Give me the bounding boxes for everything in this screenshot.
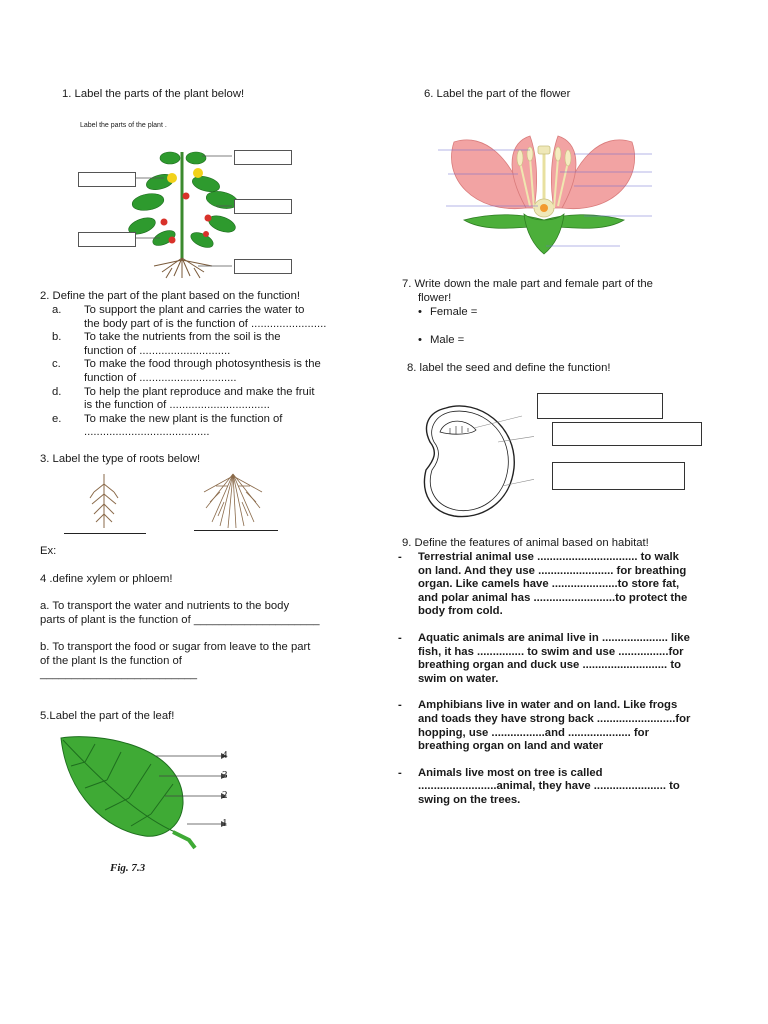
fibrous-root-illustration xyxy=(200,472,266,530)
q8-question: 8. label the seed and define the function! xyxy=(407,362,611,374)
q2-item-b: b. To take the nutrients from the soil is the function of ............................. xyxy=(52,331,281,357)
q2-item-a: a. To support the plant and carries the water to the body part of is the function of ........................ xyxy=(52,304,327,330)
q9-item-terrestrial: - Terrestrial animal use ................................ to walk on land. And they use ........................ for breathing organ. Like camels have .....................to store fat, and polar animal has ..........................to protect the body from cold. xyxy=(398,551,688,618)
q9-list xyxy=(398,551,728,808)
q2-item-e: e. To make the new plant is the function of ........................................ xyxy=(52,412,283,439)
q2-item-c: c. To make the food through photosynthesis is the function of ............................... xyxy=(52,358,321,384)
leaf-label-3: 3 xyxy=(222,769,228,781)
root-answer-line-1[interactable] xyxy=(64,533,146,534)
q2-question: 2. Define the part of the plant based on the function! xyxy=(40,290,301,302)
leaf-figure-caption: Fig. 7.3 xyxy=(110,862,146,874)
q5-question: 5.Label the part of the leaf! xyxy=(40,710,175,722)
plant-label-box-3[interactable] xyxy=(234,199,292,214)
q4-question: 4 .define xylem or phloem! xyxy=(40,573,173,585)
leaf-label-2: 2 xyxy=(222,789,228,801)
q7-question: 7. Write down the male part and female part of the flower! xyxy=(402,278,653,304)
q6-question: 6. Label the part of the flower xyxy=(424,88,571,100)
seed-label-box-3[interactable] xyxy=(552,462,685,490)
q4-part-a: a. To transport the water and nutrients to the body parts of plant is the function of ____________________ xyxy=(40,600,320,626)
root-answer-line-2[interactable] xyxy=(194,530,278,531)
seed-label-box-2[interactable] xyxy=(552,422,702,446)
q9-item-aquatic: - Aquatic animals are animal live in ..................... like fish, it has ............... to swim and use ................for breathing organ and duck use ........................... to swim on water. xyxy=(398,631,690,685)
plant-label-box-4[interactable] xyxy=(78,232,136,247)
q2-list xyxy=(52,304,372,440)
seed-label-box-1[interactable] xyxy=(537,393,663,419)
q3-question: 3. Label the type of roots below! xyxy=(40,453,201,465)
q4-part-b: b. To transport the food or sugar from leave to the part of the plant Is the function of _________________________ xyxy=(40,641,311,681)
flower-illustration xyxy=(434,128,664,258)
plant-label-box-1[interactable] xyxy=(234,150,292,165)
q9-item-arboreal: - Animals live most on tree is called .........................animal, they have ....................... to swing on the trees. xyxy=(398,766,680,806)
q3-ex-label: Ex: xyxy=(40,545,57,557)
male-label: Male = xyxy=(430,334,465,346)
leaf-label-4: 4 xyxy=(222,749,228,761)
seed-illustration xyxy=(414,400,534,524)
q7-female-line: • Female = xyxy=(418,306,478,318)
q2-item-d: d. To help the plant reproduce and make the fruit is the function of ................................ xyxy=(52,385,315,412)
leaf-label-1: 1 xyxy=(222,817,228,829)
plant-label-box-2[interactable] xyxy=(78,172,136,187)
plant-label-box-5[interactable] xyxy=(234,259,292,274)
q9-item-amphibians: - Amphibians live in water and on land. Like frogs and toads they have strong back .........................for hopping, use .................and .................... for breathing organ on land and water xyxy=(398,699,691,753)
taproot-illustration xyxy=(86,472,122,532)
q7-male-line: • Male = xyxy=(418,334,465,346)
female-label: Female = xyxy=(430,306,478,318)
q9-question: 9. Define the features of animal based on habitat! xyxy=(402,537,649,549)
q1-question: 1. Label the parts of the plant below! xyxy=(62,88,245,100)
plant-figure-caption: Label the parts of the plant . xyxy=(80,122,167,129)
